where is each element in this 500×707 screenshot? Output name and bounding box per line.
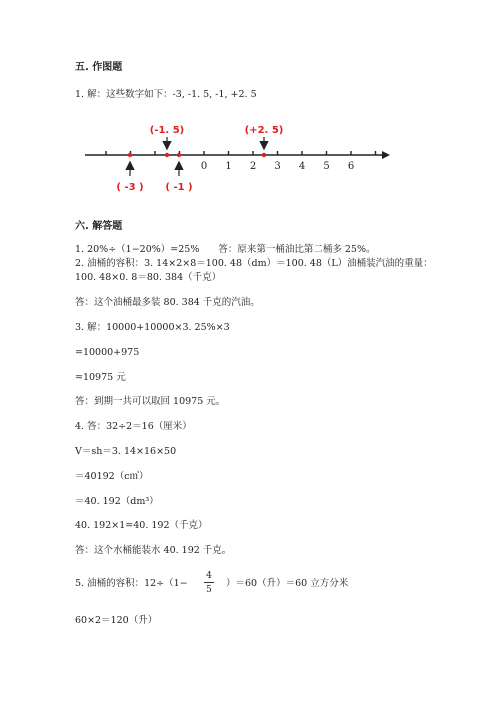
tick-label: 4 — [298, 161, 306, 172]
tick-label: 0 — [200, 161, 208, 172]
number-line — [80, 118, 390, 198]
section-heading-drawing: 五. 作图题 — [75, 62, 123, 73]
fraction-bar — [204, 582, 214, 583]
q5-line2: 60×2＝120（升） — [75, 615, 158, 626]
q3-line: =10975 元 — [75, 372, 126, 383]
label-minus-3: ( -3 ) — [116, 182, 144, 193]
section-heading-solutions: 六. 解答题 — [75, 221, 123, 232]
q4-line: ＝40. 192（dm³） — [75, 496, 159, 507]
q1-answer: 1. 解：这些数字如下：-3, -1. 5, -1, +2. 5 — [75, 89, 257, 100]
point-plus-2-5 — [262, 153, 266, 157]
q4-line: 40. 192×1=40. 192（千克） — [75, 520, 208, 531]
label-minus-1: ( -1 ) — [165, 182, 193, 193]
q3-answer: 答：到期一共可以取回 10975 元。 — [75, 396, 226, 407]
point-minus-3 — [128, 153, 132, 157]
q2-line: 2. 油桶的容积：3. 14×2×8＝100. 48（dm）＝100. 48（L）油桶装汽油的重量： — [75, 258, 433, 269]
q4-answer: 答：这个水桶能装水 40. 192 千克。 — [75, 545, 232, 556]
q1-line: 1. 20%÷（1−20%）=25% 答：原来第一桶油比第二桶多 25%。 — [75, 244, 376, 255]
tick-label: 3 — [274, 161, 281, 172]
q4-line: 4. 答：32÷2＝16（厘米） — [75, 421, 192, 432]
q2-line: 100. 48×0. 8＝80. 384（千克） — [75, 272, 222, 283]
q5-suffix: ）＝60（升）＝60 立方分米 — [226, 578, 349, 589]
q4-line: V＝sh＝3. 14×16×50 — [75, 446, 177, 457]
q5-prefix: 5. 油桶的容积：12÷（1− — [75, 578, 188, 589]
tick-label: 1 — [225, 161, 232, 172]
label-plus-2-5: (+2. 5) — [244, 125, 284, 136]
q3-line: 3. 解：10000+10000×3. 25%×3 — [75, 322, 230, 333]
tick-label: 5 — [323, 161, 330, 172]
fraction-denominator: 5 — [206, 585, 212, 595]
tick-label: 6 — [347, 161, 355, 172]
tick-label: 2 — [249, 161, 257, 172]
point-minus-1-5 — [165, 153, 169, 157]
q4-line: ＝40192（c㎥） — [75, 471, 149, 482]
point-minus-1 — [177, 153, 181, 157]
q2-answer: 答：这个油桶最多装 80. 384 千克的汽油。 — [75, 297, 260, 308]
number-line-arrow-icon — [382, 151, 390, 159]
label-minus-1-5: (-1. 5) — [149, 125, 185, 136]
q3-line: =10000+975 — [75, 347, 140, 358]
fraction-numerator: 4 — [206, 571, 212, 581]
